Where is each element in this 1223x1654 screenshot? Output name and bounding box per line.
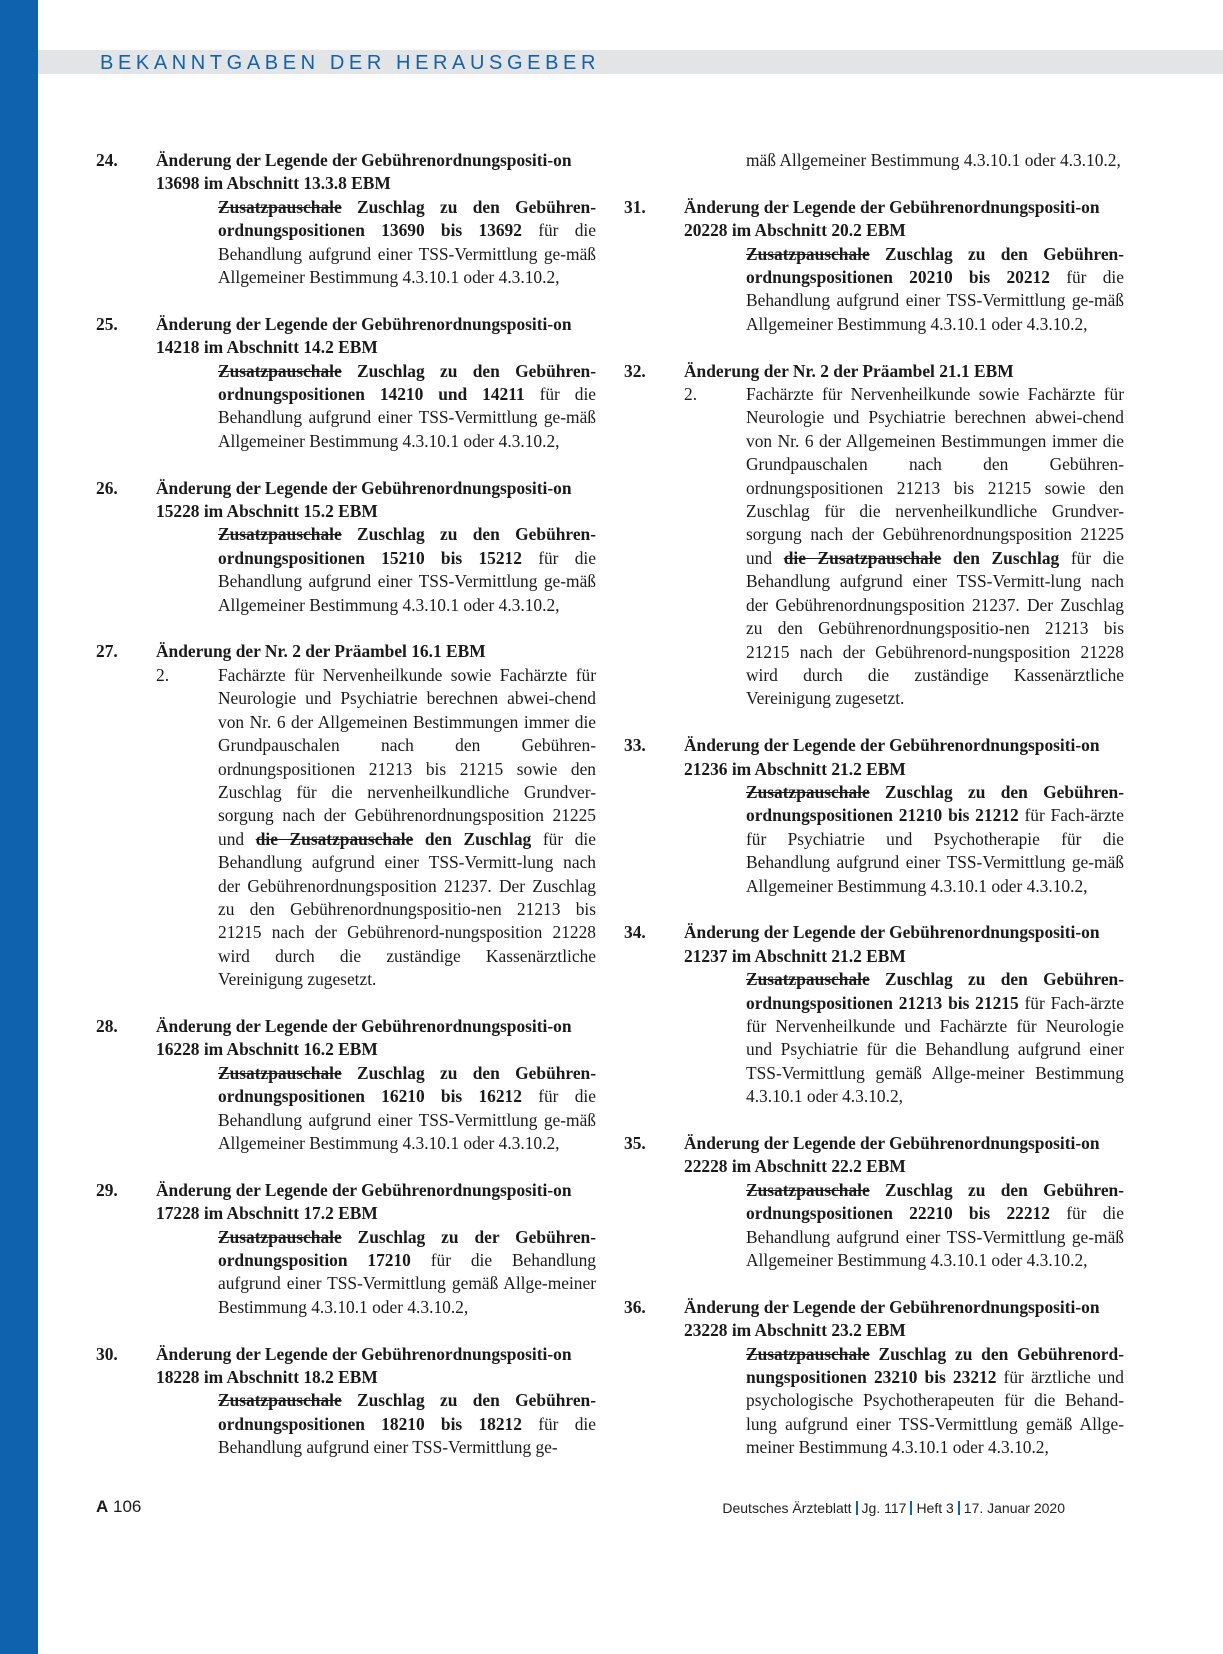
journal-date: 17. Januar 2020 [963,1500,1065,1516]
item-title: Änderung der Legende der Gebührenordnungspositi-on 23228 im Abschnitt 23.2 EBM [684,1296,1100,1341]
journal-volume: Jg. 117 [861,1500,907,1516]
item-title: Änderung der Nr. 2 der Präambel 16.1 EBM [156,641,486,662]
item-number: 32. [624,360,646,381]
struck-text: Zusatzpauschale [218,1226,342,1247]
page-prefix: A [96,1497,109,1516]
sub-number: 2. [684,384,698,405]
body-text: für die Behandlung aufgrund einer TSS-Vermittlung ge-mäß Allgemeiner Bestimmung 4.3.10.1 oder 4.3.10.2, [218,1086,596,1153]
amendment-item [96,1015,596,1155]
item-number: 33. [624,735,646,756]
item-heading [624,360,1124,383]
body-text: für die Behandlung aufgrund einer TSS-Vermittlung ge-mäß Allgemeiner Bestimmung 4.3.10.1 oder 4.3.10.2, [218,220,596,288]
amendment-item [96,149,596,289]
item-number: 28. [96,1015,118,1036]
item-body [624,383,1124,711]
item-title: Änderung der Legende der Gebührenordnungspositi-on 22228 im Abschnitt 22.2 EBM [684,1132,1100,1177]
footer-separator [910,1501,912,1515]
left-column [96,149,596,1483]
item-body [96,523,596,617]
body-text-post: für die Behandlung aufgrund einer TSS-Vermitt-lung nach der Gebührenordnungsposition 21237. Der Zuschlag zu den Gebührenordnungspositio-nen 21213 bis 21215 nach der Gebührenord-nungsposition 21228 wird durch die zuständige Kassenärztliche Vereinigung zugesetzt. [218,828,596,990]
amendment-item [96,1179,596,1319]
struck-text: Zusatzpauschale [218,360,342,381]
item-heading [96,149,596,196]
item-number: 35. [624,1132,646,1153]
amendment-item [624,734,1124,898]
inserted-text: Zuschlag zu der Gebühren-ordnungsposition 17210 [218,1226,596,1271]
amendment-item [624,1132,1124,1272]
item-heading [624,734,1124,781]
item-heading [96,313,596,360]
item-body [96,1389,596,1459]
item-body [96,664,596,992]
inserted-text: Zuschlag zu den Gebühren-ordnungspositionen 18210 bis 18212 [218,1390,596,1434]
body-text: für die Behandlung aufgrund einer TSS-Vermittlung ge-mäß Allgemeiner Bestimmung 4.3.10.1 oder 4.3.10.2, [746,1203,1124,1271]
item-title: Änderung der Legende der Gebührenordnungspositi-on 18228 im Abschnitt 18.2 EBM [156,1343,572,1388]
inserted-text: Zuschlag zu den Gebührenord-nungspositionen 23210 bis 23212 [746,1343,1124,1388]
inserted-text: Zuschlag zu den Gebühren-ordnungspositionen 21213 bis 21215 [746,969,1124,1013]
item-number: 31. [624,196,646,217]
page-number-value: 106 [113,1497,142,1516]
struck-text: Zusatzpauschale [218,1390,342,1411]
item-number: 34. [624,922,646,943]
left-items-b [96,1015,596,1460]
item-heading [624,1132,1124,1179]
item-heading [624,921,1124,968]
item-body [96,360,596,454]
struck-text: Zusatzpauschale [746,1343,870,1364]
journal-footer [722,1500,1065,1516]
item-body [96,1226,596,1320]
inserted-text: Zuschlag zu den Gebühren-ordnungspositionen 16210 bis 16212 [218,1062,596,1107]
struck-text: Zusatzpauschale [746,781,870,802]
section-header: BEKANNTGABEN DER HERAUSGEBER [100,52,600,74]
item-number: 29. [96,1179,118,1200]
body-text: für die Behandlung aufgrund einer TSS-Vermittlung gemäß Allge-meiner Bestimmung 4.3.10.1 oder 4.3.10.2, [218,1250,596,1317]
struck-text: Zusatzpauschale [218,196,342,217]
amendment-item [96,477,596,617]
footer-separator [856,1501,858,1515]
inserted-text: Zuschlag zu den Gebühren-ordnungspositionen 13690 bis 13692 [218,196,596,241]
item-body [624,968,1124,1108]
inserted-text: den Zuschlag [413,828,532,849]
struck-text: Zusatzpauschale [218,1062,342,1083]
item-heading [96,1179,596,1226]
item-title: Änderung der Legende der Gebührenordnungspositi-on 13698 im Abschnitt 13.3.8 EBM [156,150,572,194]
sub-number: 2. [156,664,170,685]
amendment-item-32 [624,360,1124,711]
right-column [624,149,1124,1483]
side-color-bar [0,0,38,1654]
item-heading [624,196,1124,243]
item-title: Änderung der Legende der Gebührenordnungspositi-on 17228 im Abschnitt 17.2 EBM [156,1179,572,1224]
body-text: für Fach-ärzte für Psychiatrie und Psychotherapie für die Behandlung aufgrund einer TSS-Vermittlung ge-mäß Allgemeiner Bestimmung 4.3.10.1 oder 4.3.10.2, [746,805,1124,896]
inserted-text: Zuschlag zu den Gebühren-ordnungspositionen 15210 bis 15212 [218,524,596,568]
body-text-pre: Fachärzte für Nervenheilkunde sowie Fachärzte für Neurologie und Psychiatrie berechnen abwei-chend von Nr. 6 der Allgemeinen Bestimmungen immer die Grundpauschalen nach den Gebühren-ordnungspositionen 21213 bis 21215 sowie den Zuschlag für die nervenheilkundliche Grundver-sorgung nach der Gebührenordnungsposition 21225 und [746,384,1124,568]
body-text: für Fach-ärzte für Nervenheilkunde und Fachärzte für Neurologie und Psychiatrie für die Behandlung aufgrund einer TSS-Vermittlung gemäß Allge-meiner Bestimmung 4.3.10.1 oder 4.3.10.2, [746,992,1124,1107]
inserted-text: Zuschlag zu den Gebühren-ordnungspositionen 20210 bis 20212 [746,243,1124,288]
struck-text: die Zusatzpauschale [783,547,942,568]
body-text: für die Behandlung aufgrund einer TSS-Vermittlung ge-mäß Allgemeiner Bestimmung 4.3.10.1 oder 4.3.10.2, [218,384,596,451]
right-items-b [624,734,1124,1460]
body-text: für die Behandlung aufgrund einer TSS-Vermittlung ge-mäß Allgemeiner Bestimmung 4.3.10.1 oder 4.3.10.2, [218,547,596,615]
amendment-item [96,1343,596,1460]
item-title: Änderung der Legende der Gebührenordnungspositi-on 14218 im Abschnitt 14.2 EBM [156,313,572,358]
inserted-text: Zuschlag zu den Gebühren-ordnungspositionen 14210 und 14211 [218,360,596,405]
item-body [96,196,596,290]
struck-text: Zusatzpauschale [746,1179,870,1200]
item-heading [624,1296,1124,1343]
footer-separator [958,1501,960,1515]
body-text: für ärztliche und psychologische Psychotherapeuten für die Behand-lung aufgrund einer TSS-Vermittlung gemäß Allge-meiner Bestimmung 4.3.10.1 oder 4.3.10.2, [746,1367,1125,1458]
body-text: für die Behandlung aufgrund einer TSS-Vermittlung ge-mäß Allgemeiner Bestimmung 4.3.10.1 oder 4.3.10.2, [746,267,1124,334]
page-number [96,1497,141,1517]
struck-text: die Zusatzpauschale [255,828,414,849]
struck-text: Zusatzpauschale [218,524,342,545]
inserted-text: den Zuschlag [941,547,1060,568]
inserted-text: Zuschlag zu den Gebühren-ordnungspositionen 22210 bis 22212 [746,1179,1124,1224]
struck-text: Zusatzpauschale [746,243,870,264]
item-title: Änderung der Legende der Gebührenordnungspositi-on 21237 im Abschnitt 21.2 EBM [684,922,1100,966]
item-heading [96,477,596,524]
item-body [96,1062,596,1156]
continued-text: mäß Allgemeiner Bestimmung 4.3.10.1 oder 4.3.10.2, [746,150,1121,170]
item-number: 36. [624,1296,646,1317]
left-items-a [96,149,596,617]
journal-name: Deutsches Ärzteblatt [722,1500,852,1516]
item-title: Änderung der Legende der Gebührenordnungspositi-on 15228 im Abschnitt 15.2 EBM [156,477,572,522]
body-text: für die Behandlung aufgrund einer TSS-Vermittlung ge- [218,1413,596,1458]
struck-text: Zusatzpauschale [746,969,870,990]
item-title: Änderung der Legende der Gebührenordnungspositi-on 16228 im Abschnitt 16.2 EBM [156,1015,572,1060]
amendment-item [624,196,1124,336]
item-body [624,1343,1124,1460]
item-number: 25. [96,313,118,334]
body-text-pre: Fachärzte für Nervenheilkunde sowie Fachärzte für Neurologie und Psychiatrie berechnen abwei-chend von Nr. 6 der Allgemeinen Bestimmungen immer die Grundpauschalen nach den Gebühren-ordnungspositionen 21213 bis 21215 sowie den Zuschlag für die nervenheilkundliche Grundver-sorgung nach der Gebührenordnungsposition 21225 und [218,664,596,849]
amendment-item [624,1296,1124,1460]
item-title: Änderung der Legende der Gebührenordnungspositi-on 20228 im Abschnitt 20.2 EBM [684,196,1100,241]
item-title: Änderung der Legende der Gebührenordnungspositi-on 21236 im Abschnitt 21.2 EBM [684,735,1100,779]
amendment-item-27 [96,640,596,991]
item-body [624,1179,1124,1273]
amendment-item [96,313,596,453]
right-items-a [624,196,1124,336]
item-number: 26. [96,477,118,498]
inserted-text: Zuschlag zu den Gebühren-ordnungspositionen 21210 bis 21212 [746,781,1124,826]
item-title: Änderung der Nr. 2 der Präambel 21.1 EBM [684,360,1014,381]
amendment-item [624,921,1124,1108]
item-heading [96,1343,596,1390]
item-body [624,243,1124,337]
item-heading [96,640,596,663]
item-heading [96,1015,596,1062]
item-body [624,781,1124,898]
journal-issue: Heft 3 [916,1500,954,1516]
item-number: 24. [96,150,118,170]
item-number: 27. [96,641,118,662]
body-text-post: für die Behandlung aufgrund einer TSS-Vermitt-lung nach der Gebührenordnungsposition 21237. Der Zuschlag zu den Gebührenordnungspositio-nen 21213 bis 21215 nach der Gebührenord-nungsposition 21228 wird durch die zuständige Kassenärztliche Vereinigung zugesetzt. [746,547,1124,709]
item-number: 30. [96,1343,118,1364]
